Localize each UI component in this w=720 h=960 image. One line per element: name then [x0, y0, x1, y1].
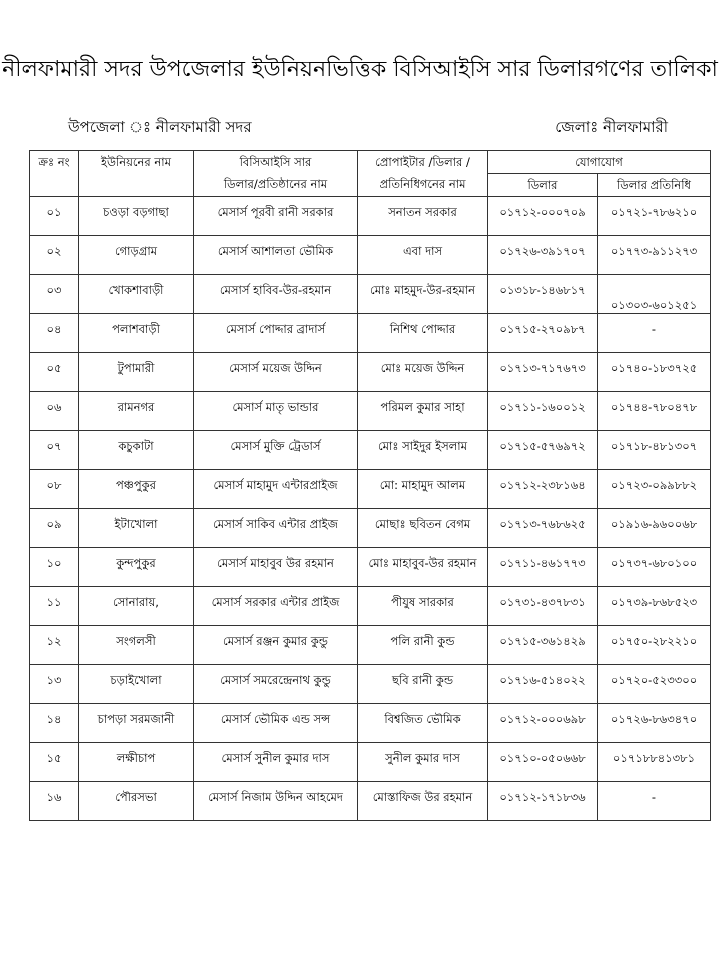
rep-phone-cell-text: ০১৭৩৯-৮৬৮৫২৩ — [610, 595, 698, 609]
dealer-phone-cell-text: ০১৭১১-৪৬১৭৭৩ — [499, 556, 586, 570]
union-cell-text: রামনগর — [117, 400, 155, 414]
union-cell-text: খোকশাবাড়ী — [108, 283, 164, 297]
union-cell — [79, 782, 194, 821]
serial-cell-text: ০৮ — [46, 478, 62, 492]
proprietor-cell — [358, 431, 488, 470]
table-row — [30, 314, 711, 353]
proprietor-cell-text: মোঃ ময়েজ উদ্দিন — [380, 361, 465, 375]
dealer-name-cell-text: মেসার্স রঞ্জন কুমার কুন্ডু — [223, 634, 328, 648]
header-proprietor-line1: প্রোপাইটার /ডিলার / — [375, 155, 470, 169]
dealer-phone-cell-text: ০১৭১৫-২৭০৯৮৭ — [499, 322, 586, 336]
rep-phone-cell — [598, 626, 711, 665]
table-row — [30, 626, 711, 665]
header-union-label: ইউনিয়নের নাম — [101, 155, 171, 169]
dealer-phone-cell — [488, 392, 598, 431]
table-row — [30, 548, 711, 587]
dealer-phone-cell — [488, 197, 598, 236]
dealer-phone-cell-text: ০১৭২৬-৩৯১৭০৭ — [499, 244, 586, 258]
proprietor-cell-text: এবা দাস — [402, 244, 443, 258]
union-cell — [79, 665, 194, 704]
rep-phone-cell — [598, 782, 711, 821]
header-contact: যোগাযোগ — [488, 151, 711, 174]
header-serial — [30, 151, 79, 197]
rep-phone-cell-text: ০১৯১৬-৯৬০০৬৮ — [610, 517, 698, 531]
rep-phone-cell-text: ০১৭২৬-৮৬৩৪৭০ — [610, 712, 698, 726]
serial-cell-text: ১২ — [46, 634, 62, 648]
proprietor-cell-text: মোস্তাফিজ উর রহমান — [372, 790, 473, 804]
serial-cell-text: ১৫ — [46, 751, 62, 765]
table-header — [30, 151, 711, 197]
proprietor-cell-text: মোঃ মাহাবুব-উর রহমান — [368, 556, 477, 570]
union-cell — [79, 470, 194, 509]
serial-cell — [30, 782, 79, 821]
dealer-phone-cell-text: ০১৭১১-১৬০০১২ — [499, 400, 586, 414]
proprietor-cell — [358, 743, 488, 782]
serial-cell — [30, 197, 79, 236]
proprietor-cell — [358, 392, 488, 431]
dealer-name-cell-text: মেসার্স পূরবী রানী সরকার — [217, 205, 334, 219]
dealer-name-cell-text: মেসার্স সুনীল কুমার দাস — [221, 751, 330, 765]
dealer-table — [29, 150, 711, 821]
rep-phone-cell — [598, 509, 711, 548]
dealer-name-cell-text: মেসার্স সমরেন্দ্রেনাথ কুন্ডু — [220, 673, 331, 687]
proprietor-cell-text: মোছাঃ ছবিতন বেগম — [374, 517, 471, 531]
dealer-name-cell — [194, 704, 358, 743]
dealer-phone-cell-text: ০১৭১২-১৭১৮৩৬ — [499, 790, 586, 804]
proprietor-cell — [358, 665, 488, 704]
proprietor-cell — [358, 704, 488, 743]
header-proprietor — [358, 151, 488, 197]
rep-phone-cell — [598, 704, 711, 743]
rep-phone-cell-text: ০১৭১৮৮৪১৩৮১ — [612, 751, 696, 765]
serial-cell — [30, 587, 79, 626]
rep-phone-cell — [598, 353, 711, 392]
union-cell — [79, 743, 194, 782]
table-row — [30, 665, 711, 704]
dealer-phone-cell — [488, 548, 598, 587]
serial-cell-text: ১৬ — [46, 790, 62, 804]
union-cell-text: লক্ষীচাপ — [116, 751, 156, 765]
union-cell-text: সোনারায়, — [113, 595, 159, 609]
union-cell-text: গোড়গ্রাম — [114, 244, 158, 258]
dealer-phone-cell-text: ০১৭১২-০০০৭০৯ — [499, 205, 586, 219]
union-cell-text: চাপড়া সরমজানী — [97, 712, 175, 726]
union-cell — [79, 509, 194, 548]
rep-phone-cell — [598, 665, 711, 704]
table-body — [30, 197, 711, 821]
serial-cell — [30, 236, 79, 275]
proprietor-cell-text: মোঃ মাহমুদ-উর-রহমান — [370, 283, 475, 297]
proprietor-cell — [358, 197, 488, 236]
rep-phone-cell — [598, 392, 711, 431]
rep-phone-cell — [598, 743, 711, 782]
header-serial-label: ক্রঃ নং — [38, 155, 70, 169]
union-cell — [79, 197, 194, 236]
serial-cell — [30, 470, 79, 509]
serial-cell-text: ০২ — [46, 244, 62, 258]
serial-cell — [30, 743, 79, 782]
rep-phone-cell — [598, 548, 711, 587]
table-row — [30, 431, 711, 470]
serial-cell-text: ১৩ — [46, 673, 62, 687]
table-row — [30, 275, 711, 314]
serial-cell — [30, 275, 79, 314]
header-dealer-name-line1: বিসিআইসি সার — [239, 155, 312, 169]
dealer-name-cell-text: মেসার্স মাহাবুব উর রহমান — [217, 556, 334, 570]
serial-cell — [30, 548, 79, 587]
dealer-name-cell-text: মেসার্স নিজাম উদ্দিন আহমেদ — [208, 790, 343, 804]
table-row — [30, 236, 711, 275]
dealer-name-cell-text: মেসার্স মাতৃ ভান্ডার — [232, 400, 319, 414]
header-union — [79, 151, 194, 197]
dealer-name-cell-text: মেসার্স হাবিব-উর-রহমান — [219, 283, 332, 297]
rep-phone-cell-text: ০১৭৪০-১৮৩৭২৫ — [610, 361, 698, 375]
dealer-name-cell — [194, 782, 358, 821]
dealer-name-cell-text: মেসার্স ভৌমিক এন্ড সন্স — [220, 712, 331, 726]
header-dealer-name — [194, 151, 358, 197]
proprietor-cell — [358, 548, 488, 587]
proprietor-cell — [358, 509, 488, 548]
rep-phone-cell — [598, 236, 711, 275]
serial-cell-text: ০৬ — [46, 400, 62, 414]
dealer-name-cell-text: মেসার্স পোদ্দার ব্রাদার্স — [225, 322, 326, 336]
dealer-name-cell — [194, 665, 358, 704]
rep-phone-cell-text: ০১৭২১-৭৮৬২১০ — [610, 205, 698, 219]
dealer-name-cell — [194, 431, 358, 470]
dealer-phone-cell-text: ০১৭১৫-৫৭৬৯৭২ — [499, 439, 586, 453]
proprietor-cell-text: পীযুষ সারকার — [391, 595, 454, 609]
serial-cell-text: ১৪ — [46, 712, 62, 726]
union-cell-text: পঞ্চপুকুর — [115, 478, 157, 492]
proprietor-cell — [358, 275, 488, 314]
serial-cell — [30, 431, 79, 470]
dealer-name-cell — [194, 470, 358, 509]
dealer-name-cell-text: মেসার্স মাহামুদ এন্টারপ্রাইজ — [213, 478, 338, 492]
proprietor-cell-text: বিশ্বজিত ভৌমিক — [384, 712, 461, 726]
header-contact-dealer: ডিলার — [488, 174, 598, 197]
rep-phone-cell — [598, 314, 711, 353]
document-title: নীলফামারী সদর উপজেলার ইউনিয়নভিত্তিক বিসিআইসি সার ডিলারগণের তালিকা — [2, 57, 718, 82]
rep-phone-cell — [598, 470, 711, 509]
header-dealer-name-line2: ডিলার/প্রতিষ্ঠানের নাম — [223, 177, 328, 191]
dealer-name-cell — [194, 236, 358, 275]
serial-cell-text: ০৭ — [46, 439, 62, 453]
proprietor-cell — [358, 353, 488, 392]
dealer-name-cell-text: মেসার্স ময়েজ উদ্দিন — [229, 361, 322, 375]
dealer-phone-cell — [488, 704, 598, 743]
rep-phone-cell — [598, 197, 711, 236]
union-cell-text: কুন্দপুকুর — [116, 556, 156, 570]
proprietor-cell — [358, 626, 488, 665]
union-cell-text: পলাশবাড়ী — [112, 322, 160, 336]
table-row — [30, 197, 711, 236]
dealer-name-cell-text: মেসার্স সাকিব এন্টার প্রাইজ — [213, 517, 338, 531]
dealer-phone-cell — [488, 665, 598, 704]
table-row — [30, 392, 711, 431]
rep-phone-cell-text: ০১৭৫০-২৮২২১০ — [610, 634, 698, 648]
table-row — [30, 704, 711, 743]
proprietor-cell — [358, 587, 488, 626]
union-cell — [79, 587, 194, 626]
dealer-phone-cell-text: ০১৭১২-০০০৬৯৮ — [499, 712, 586, 726]
dealer-phone-cell-text: ০১৭১৬-৫১৪০২২ — [499, 673, 586, 687]
table-row — [30, 470, 711, 509]
proprietor-cell — [358, 236, 488, 275]
rep-phone-cell-text: ০১৭১৮-৪৮১৩০৭ — [610, 439, 698, 453]
table-row — [30, 509, 711, 548]
proprietor-cell — [358, 314, 488, 353]
dealer-phone-cell — [488, 236, 598, 275]
serial-cell — [30, 353, 79, 392]
dealer-phone-cell — [488, 743, 598, 782]
dealer-name-cell — [194, 275, 358, 314]
dealer-phone-cell-text: ০১৩১৮-১৪৬৮১৭ — [499, 283, 586, 297]
dealer-name-cell — [194, 197, 358, 236]
union-cell — [79, 548, 194, 587]
dealer-phone-cell-text: ০১৭১৫-৩৬১৪২৯ — [499, 634, 586, 648]
dealer-phone-cell-text: ০১৭১০-০৫০৬৬৮ — [499, 751, 586, 765]
serial-cell-text: ০৩ — [46, 283, 62, 297]
proprietor-cell-text: মোঃ সাইদুর ইসলাম — [378, 439, 467, 453]
proprietor-cell-text: সুনীল কুমার দাস — [385, 751, 460, 765]
union-cell — [79, 704, 194, 743]
serial-cell-text: ১০ — [46, 556, 62, 570]
rep-phone-cell — [598, 275, 711, 314]
dealer-phone-cell-text: ০১৭১৩-৭৬৮৬২৫ — [499, 517, 586, 531]
dealer-name-cell — [194, 509, 358, 548]
serial-cell-text: ০৪ — [46, 322, 62, 336]
serial-cell — [30, 509, 79, 548]
dealer-phone-cell — [488, 314, 598, 353]
union-cell — [79, 353, 194, 392]
dealer-phone-cell-text: ০১৭৩১-৪৩৭৮৩১ — [499, 595, 586, 609]
serial-cell — [30, 314, 79, 353]
union-cell — [79, 626, 194, 665]
serial-cell — [30, 704, 79, 743]
proprietor-cell-text: সনাতন সরকার — [388, 205, 457, 219]
serial-cell-text: ০৫ — [46, 361, 62, 375]
rep-phone-cell-text: ০১৭২৩-০৯৯৮৮২ — [610, 478, 698, 492]
table-row — [30, 743, 711, 782]
rep-phone-cell-text: ০১৭৭৩-৯১১২৭৩ — [610, 244, 698, 258]
rep-phone-cell-text: - — [651, 322, 657, 336]
rep-phone-cell — [598, 431, 711, 470]
dealer-name-cell — [194, 392, 358, 431]
header-proprietor-line2: প্রতিনিধিগনের নাম — [379, 177, 466, 191]
dealer-phone-cell — [488, 470, 598, 509]
rep-phone-cell-text: - — [651, 790, 657, 804]
proprietor-cell-text: পলি রানী কুন্ড — [390, 634, 455, 648]
rep-phone-cell-text: ০১৭২০-৫২৩৩০০ — [610, 673, 698, 687]
dealer-phone-cell — [488, 431, 598, 470]
dealer-phone-cell — [488, 509, 598, 548]
rep-phone-cell — [598, 587, 711, 626]
table-row — [30, 353, 711, 392]
table-row — [30, 587, 711, 626]
dealer-phone-cell-text: ০১৭১৩-৭১৭৬৭৩ — [499, 361, 586, 375]
union-cell-text: পৌরসভা — [115, 790, 157, 804]
dealer-name-cell — [194, 743, 358, 782]
dealer-name-cell — [194, 587, 358, 626]
union-cell-text: ইটাখোলা — [114, 517, 158, 531]
union-cell — [79, 236, 194, 275]
proprietor-cell — [358, 470, 488, 509]
serial-cell-text: ০৯ — [46, 517, 62, 531]
dealer-phone-cell — [488, 587, 598, 626]
dealer-phone-cell — [488, 353, 598, 392]
serial-cell — [30, 626, 79, 665]
serial-cell — [30, 392, 79, 431]
proprietor-cell-text: ছবি রানী কুন্ড — [391, 673, 453, 687]
dealer-phone-cell-text: ০১৭১২-২৩৮১৬৪ — [499, 478, 586, 492]
rep-phone-cell-text: ০১৩০৩-৬০১২৫১ — [610, 298, 698, 312]
union-cell — [79, 314, 194, 353]
union-cell — [79, 431, 194, 470]
union-cell-text: সংগলসী — [116, 634, 156, 648]
district-label: জেলাঃ নীলফামারী — [555, 118, 668, 136]
serial-cell — [30, 665, 79, 704]
union-cell-text: কচুকাটা — [118, 439, 154, 453]
upazila-label: উপজেলা ঃ নীলফামারী সদর — [68, 118, 252, 136]
dealer-name-cell — [194, 314, 358, 353]
rep-phone-cell-text: ০১৭৪৪-৭৮০৪৭৮ — [610, 400, 698, 414]
dealer-name-cell — [194, 353, 358, 392]
dealer-name-cell — [194, 548, 358, 587]
dealer-name-cell-text: মেসার্স মুক্তি ট্রেডার্স — [230, 439, 321, 453]
proprietor-cell-text: পরিমল কুমার সাহা — [380, 400, 465, 414]
union-cell-text: চওড়া বড়গাছা — [103, 205, 169, 219]
proprietor-cell-text: নিশিথ পোদ্দার — [389, 322, 456, 336]
dealer-phone-cell — [488, 275, 598, 314]
rep-phone-cell-text: ০১৭৩৭-৬৮০১০০ — [610, 556, 698, 570]
union-cell — [79, 392, 194, 431]
union-cell — [79, 275, 194, 314]
dealer-name-cell-text: মেসার্স সরকার এন্টার প্রাইজ — [211, 595, 340, 609]
serial-cell-text: ০১ — [46, 205, 62, 219]
proprietor-cell — [358, 782, 488, 821]
dealer-phone-cell — [488, 782, 598, 821]
union-cell-text: টুপামারী — [117, 361, 155, 375]
union-cell-text: চড়াইখোলা — [110, 673, 162, 687]
proprietor-cell-text: মো: মাহামুদ আলম — [379, 478, 466, 492]
header-contact-rep: ডিলার প্রতিনিধি — [598, 174, 711, 197]
dealer-phone-cell — [488, 626, 598, 665]
dealer-name-cell — [194, 626, 358, 665]
dealer-name-cell-text: মেসার্স আশালতা ভৌমিক — [217, 244, 334, 258]
table-row — [30, 782, 711, 821]
serial-cell-text: ১১ — [46, 595, 62, 609]
